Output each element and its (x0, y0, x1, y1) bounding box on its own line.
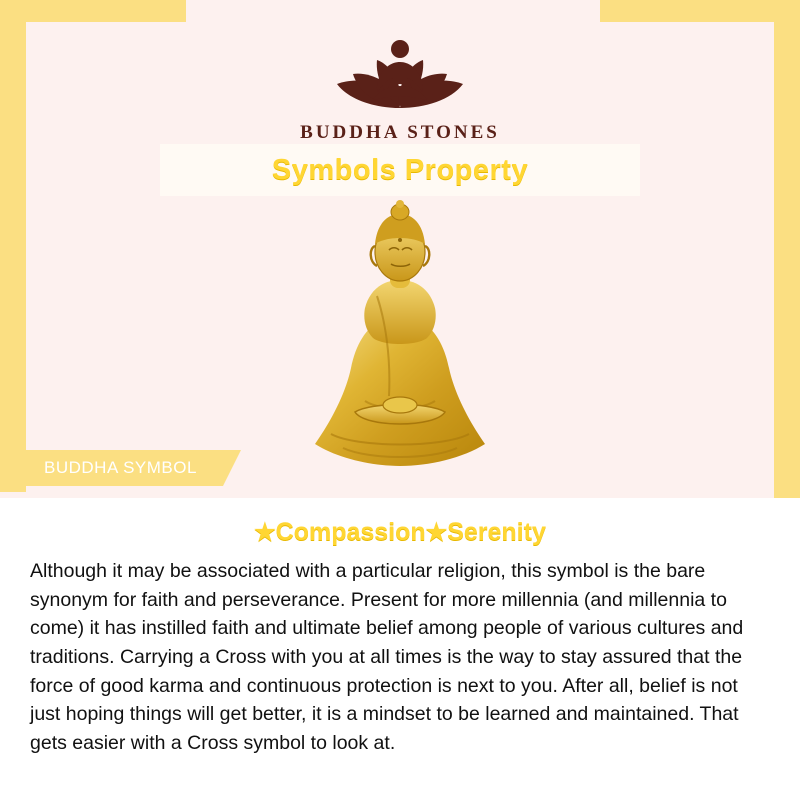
content-subtitle (30, 518, 770, 547)
title-ribbon (160, 144, 640, 196)
brand-name: BUDDHA STONES (300, 122, 500, 143)
subtitle-part-2: Serenity (447, 518, 546, 546)
brand-block (0, 22, 800, 144)
tag-label: BUDDHA SYMBOL (44, 458, 197, 477)
content-paragraph: Although it may be associated with a particular religion, this symbol is the bare synonym for faith and perseverance. Present for more millennia (and millennia to come) it has instilled faith and ultimate belief among people of various cultures and traditions. Carrying a Cross with you at all times is the way to stay assured that the force of good karma and continuous protection is next to you. After all, belief is not just hoping things will get better, it is a mindset to be learned and maintained. That gets easier with a Cross symbol to look at. (30, 560, 744, 754)
page-title: Symbols Property (271, 153, 529, 186)
frame-top-left-bar (0, 0, 186, 22)
subtitle-part-1: Compassion (275, 518, 426, 546)
seated-buddha-statue-icon (285, 196, 515, 486)
star-icon-left: ★ (254, 519, 276, 546)
content-panel (0, 498, 800, 800)
lotus-meditation-icon (305, 22, 495, 118)
frame-top-right-bar (600, 0, 800, 22)
buddha-symbol-tag (20, 450, 223, 486)
tag-arrow-icon (223, 450, 241, 486)
star-icon-right: ★ (425, 519, 448, 546)
